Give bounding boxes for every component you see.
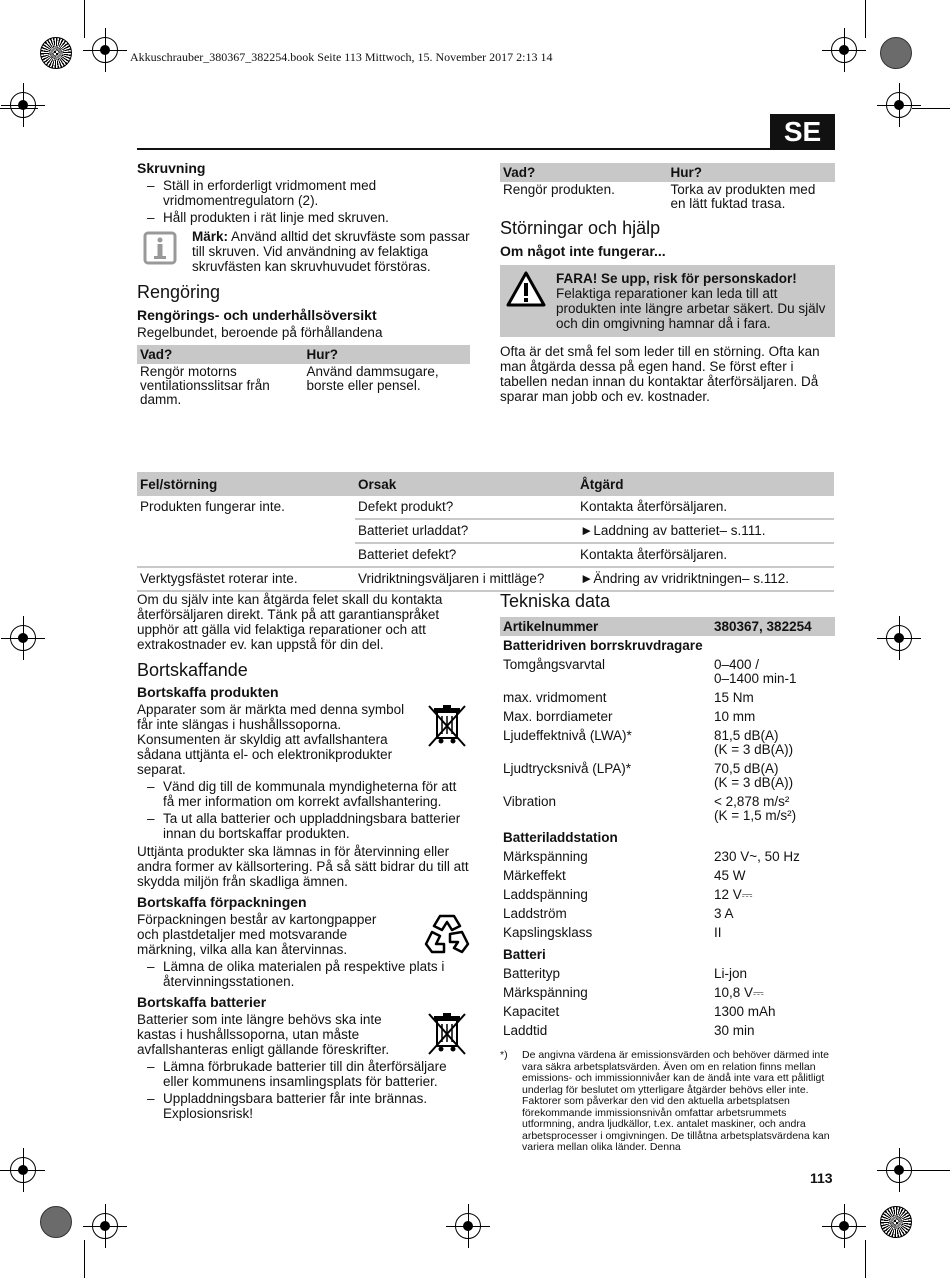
registration-mark-icon xyxy=(455,1213,481,1239)
table-row xyxy=(137,567,834,591)
right-top-column xyxy=(500,163,835,404)
table-cell: 3 A xyxy=(714,906,734,921)
footnote-text: De angivna värdena är emissionsvärden och behöver därmed inte vara säkra arbetsplatsvärden. Även om en relation finns mellan emissions- och immissionnivåer kan de ändå inte vara ett pålitligt underlag för beslutet om ytterligare åtgärder behövs eller inte. Faktorer som påverkar den vid den aktuella arbetsplatsen förekommande immissionsnivån omfattar arbetsrummets utformning, andra ljudkällor, t.ex. antalet maskiner, och andra arbetsprocesser i omgivningen. De tillåtna arbetsplatsvärdena kan variera mellan olika länder. Denna xyxy=(522,1049,830,1153)
warning-triangle-icon xyxy=(506,271,546,307)
table-header: Vad? xyxy=(500,163,668,182)
section-heading: Batteri xyxy=(503,947,546,962)
table-cell: ►Laddning av batteriet– s.111. xyxy=(577,519,834,543)
table-row xyxy=(500,825,835,847)
table-cell: 12 V⎓ xyxy=(714,887,753,902)
bortskaffande-title: Bortskaffande xyxy=(137,660,248,680)
registration-mark-icon xyxy=(40,1206,72,1238)
note-label: Märk: xyxy=(192,229,229,244)
packaging-title: Bortskaffa förpackningen xyxy=(137,894,307,910)
table-cell: Kapslingsklass xyxy=(503,925,593,940)
table-cell: Laddström xyxy=(503,906,567,921)
table-row xyxy=(500,182,835,212)
registration-mark-icon xyxy=(10,1157,36,1183)
fault-table-wrap xyxy=(137,472,834,592)
table-row xyxy=(137,496,834,519)
registration-mark-icon xyxy=(40,37,72,69)
list-item: – Ställ in erforderligt vridmoment med vridmomentregulatorn (2). xyxy=(137,178,470,208)
table-cell: 45 W xyxy=(714,868,746,883)
table-header: 380367, 382254 xyxy=(711,617,835,636)
table-cell: 10,8 V⎓ xyxy=(714,985,764,1000)
crop-mark xyxy=(84,0,85,38)
repair-note: Om du själv inte kan åtgärda felet skall du kontakta återförsäljaren direkt. Tänk på att garantianspråket upphör att gälla vid felaktiga reparationer och att extrakostnader ev. kan uppstå för din del. xyxy=(137,592,443,652)
left-bottom-column xyxy=(137,592,470,1123)
registration-mark-icon xyxy=(10,625,36,651)
product-disposal-title: Bortskaffa produkten xyxy=(137,684,279,700)
table-header: Hur? xyxy=(304,345,471,364)
table-row xyxy=(500,655,835,688)
table-cell: Märkeffekt xyxy=(503,868,566,883)
table-header: Orsak xyxy=(355,472,577,496)
table-cell: Ljudtrycksnivå (LPA)* xyxy=(503,761,632,776)
table-row xyxy=(500,942,835,964)
table-row xyxy=(500,964,835,983)
battery-disposal-title: Bortskaffa batterier xyxy=(137,994,267,1010)
footnote-mark: *) xyxy=(500,1049,508,1061)
footnote xyxy=(500,1050,835,1154)
list-item: – Lämna de olika materialen på respektive plats i återvinningsstationen. xyxy=(137,959,470,989)
table-cell: ►Ändring av vridriktningen– s.112. xyxy=(577,567,834,591)
table-row xyxy=(500,707,835,726)
table-cell: < 2,878 m/s² (K = 1,5 m/s²) xyxy=(714,794,797,823)
table-cell: Laddspänning xyxy=(503,887,588,902)
table-cell: Märkspänning xyxy=(503,985,588,1000)
list-item: – Ta ut alla batterier och uppladdningsbara batterier innan du bortskaffar produkten. xyxy=(137,811,470,841)
table-cell: Rengör produkten. xyxy=(503,182,615,197)
list-item: – Uppladdningsbara batterier får inte brännas. Explosionsrisk! xyxy=(137,1091,470,1121)
left-top-column xyxy=(137,160,470,408)
table-row xyxy=(500,759,835,792)
table-cell: Torka av produkten med en lätt fuktad trasa. xyxy=(670,182,816,211)
table-row xyxy=(500,983,835,1002)
table-row xyxy=(137,519,834,543)
info-icon xyxy=(143,231,177,265)
registration-mark-icon xyxy=(10,92,36,118)
table-cell: Defekt produkt? xyxy=(355,496,577,519)
storningar-title: Störningar och hjälp xyxy=(500,218,661,238)
table-row xyxy=(500,904,835,923)
table-cell: max. vridmoment xyxy=(503,690,607,705)
table-cell xyxy=(137,519,355,543)
registration-mark-icon xyxy=(886,92,912,118)
registration-mark-icon xyxy=(831,37,857,63)
registration-mark-icon xyxy=(880,1206,912,1238)
recycle-icon xyxy=(422,908,472,958)
danger-box xyxy=(500,265,835,337)
table-cell: II xyxy=(714,925,722,940)
table-cell: Tomgångsvarvtal xyxy=(503,657,606,672)
rengoring-title: Rengöring xyxy=(137,282,221,302)
tech-data-table xyxy=(500,617,835,1040)
crop-mark xyxy=(84,1240,85,1278)
fault-table xyxy=(137,472,834,592)
table-header: Artikelnummer xyxy=(500,617,711,636)
list-item: – Lämna förbrukade batterier till din återförsäljare eller kommunens insamlingsplats för batterier. xyxy=(137,1059,470,1089)
crop-mark xyxy=(865,1240,866,1278)
crossed-bin-icon xyxy=(425,702,469,748)
table-cell: Batterityp xyxy=(503,966,561,981)
storningar-subtitle: Om något inte fungerar... xyxy=(500,243,666,259)
table-cell: 81,5 dB(A) (K = 3 dB(A)) xyxy=(714,728,794,757)
crop-mark xyxy=(912,108,950,109)
table-cell: Vridriktningsväljaren i mittläge? xyxy=(355,567,577,591)
overview-title: Rengörings- och underhållsöversikt xyxy=(137,307,377,323)
table-row xyxy=(137,543,834,567)
table-cell: Vibration xyxy=(503,794,557,809)
table-cell: Batteriet defekt? xyxy=(355,543,577,567)
table-header: Åtgärd xyxy=(577,472,834,496)
table-cell: 30 min xyxy=(714,1023,755,1038)
table-cell: Laddtid xyxy=(503,1023,548,1038)
page-number: 113 xyxy=(810,1170,833,1186)
table-cell: Märkspänning xyxy=(503,849,588,864)
tech-data-title: Tekniska data xyxy=(500,591,611,611)
product-disposal-text: Apparater som är märkta med denna symbol får inte slängas i hushållssoporna. Konsumenten är skyldig att avfallshantera sådana uttjänta el- och elektronikprodukter separat. xyxy=(137,702,405,777)
packaging-text: Förpackningen består av kartongpapper och plastdetaljer med motsvarande märkning, vilka alla kan återvinnas. xyxy=(137,912,377,957)
table-cell: 1300 mAh xyxy=(714,1004,776,1019)
table-cell xyxy=(137,543,355,567)
table-cell: 10 mm xyxy=(714,709,756,724)
registration-mark-icon xyxy=(92,1213,118,1239)
fault-intro: Ofta är det små fel som leder till en störning. Ofta kan man åtgärda dessa på egen hand. Se först efter i tabellen nedan innan du kontaktar återförsäljaren. Då sparar man jobb och ev. kostnader. xyxy=(500,344,820,404)
danger-title: FARA! Se upp, risk för personskador! xyxy=(556,271,797,286)
table-row xyxy=(500,847,835,866)
registration-mark-icon xyxy=(92,37,118,63)
section-heading: Batteriladdstation xyxy=(503,830,618,845)
table-row xyxy=(500,688,835,707)
table-cell: Produkten fungerar inte. xyxy=(140,499,285,514)
table-cell: 230 V~, 50 Hz xyxy=(714,849,800,864)
table-cell: 70,5 dB(A) (K = 3 dB(A)) xyxy=(714,761,794,790)
table-cell: Kontakta återförsäljaren. xyxy=(577,496,834,519)
table-row xyxy=(500,923,835,942)
table-cell: Ljudeffektnivå (LWA)* xyxy=(503,728,632,743)
registration-mark-icon xyxy=(886,625,912,651)
cleaning-table xyxy=(137,345,470,408)
table-cell: Rengör motorns ventilationsslitsar från damm. xyxy=(140,364,270,407)
table-cell: Li-jon xyxy=(714,966,748,981)
table-header: Vad? xyxy=(137,345,304,364)
table-cell: Batteriet urladdat? xyxy=(355,519,577,543)
overview-text: Regelbundet, beroende på förhållandena xyxy=(137,325,383,340)
header-rule xyxy=(137,148,770,150)
table-cell: Använd dammsugare, borste eller pensel. xyxy=(306,364,439,393)
table-row xyxy=(500,792,835,825)
table-row xyxy=(500,885,835,904)
table-cell: Max. borrdiameter xyxy=(503,709,613,724)
table-cell: Verktygsfästet roterar inte. xyxy=(137,567,355,591)
table-row xyxy=(500,1021,835,1040)
section-heading: Batteridriven borrskruvdragare xyxy=(503,638,703,653)
language-badge: SE xyxy=(770,114,835,150)
tech-data-column xyxy=(500,591,835,1154)
file-info-line: Akkuschrauber_380367_382254.book Seite 113 Mittwoch, 15. November 2017 2:13 14 xyxy=(130,50,553,64)
list-item: – Håll produkten i rät linje med skruven. xyxy=(137,210,470,225)
list-item: – Vänd dig till de kommunala myndigheterna för att få mer information om korrekt avfallshantering. xyxy=(137,779,470,809)
product-disposal-text-2: Uttjänta produkter ska lämnas in för återvinning eller andra former av källsortering. På så sätt bidrar du till att skydda miljön från skadliga ämnen. xyxy=(137,844,469,889)
table-cell: Kapacitet xyxy=(503,1004,560,1019)
table-row xyxy=(500,636,835,655)
table-row xyxy=(500,1002,835,1021)
registration-mark-icon xyxy=(880,37,912,69)
registration-mark-icon xyxy=(831,1213,857,1239)
table-row xyxy=(500,866,835,885)
note-box xyxy=(137,229,470,274)
table-header: Fel/störning xyxy=(137,472,355,496)
table-header: Hur? xyxy=(668,163,836,182)
danger-text: Felaktiga reparationer kan leda till att produkten inte längre arbetar säkert. Du själv och din omgivning hamnar då i fara. xyxy=(556,286,826,331)
note-text: Använd alltid det skruvfäste som passar till skruven. Vid användning av felaktiga skruvfästen kan skruvhuvudet förstöras. xyxy=(192,229,470,274)
registration-mark-icon xyxy=(886,1157,912,1183)
table-cell: 0–400 / 0–1400 min-1 xyxy=(714,657,797,686)
crossed-bin-icon xyxy=(425,1010,469,1056)
battery-disposal-text: Batterier som inte längre behövs ska inte kastas i hushållssoporna, utan måste avfallshanteras enligt gällande föreskrifter. xyxy=(137,1012,390,1057)
cleaning-table-2 xyxy=(500,163,835,212)
table-row xyxy=(137,364,470,408)
table-row xyxy=(500,726,835,759)
skruvning-title: Skruvning xyxy=(137,160,206,176)
crop-mark xyxy=(865,0,866,38)
table-cell: 15 Nm xyxy=(714,690,754,705)
table-cell: Kontakta återförsäljaren. xyxy=(577,543,834,567)
